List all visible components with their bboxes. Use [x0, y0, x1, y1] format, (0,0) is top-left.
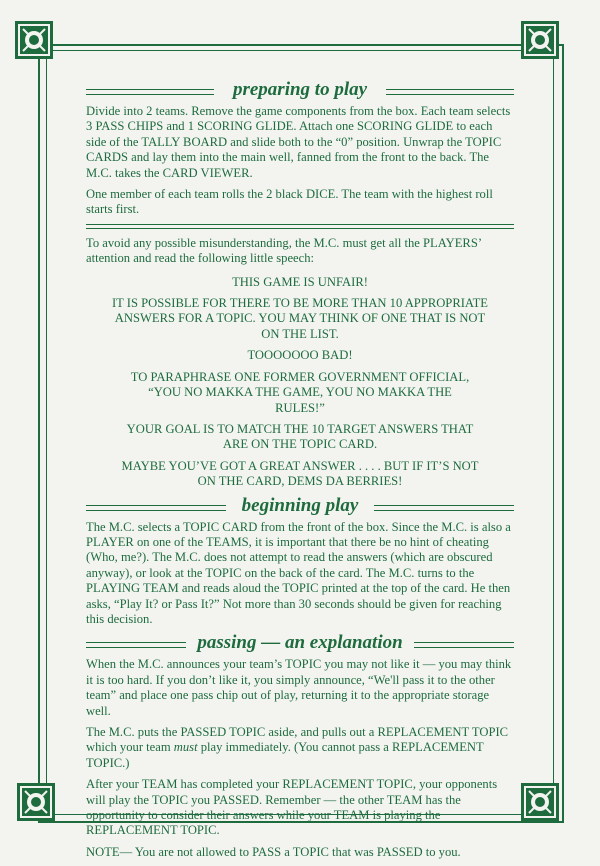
- heading-rule: [386, 89, 514, 95]
- section-divider: [86, 224, 514, 229]
- speech-line: IT IS POSSIBLE FOR THERE TO BE MORE THAN 10 APPROPRIATE ANSWERS FOR A TOPIC. YOU MAY THINK OF ONE THAT IS NOT ON THE LIST.: [111, 296, 488, 341]
- heading-rule: [86, 642, 186, 648]
- paragraph-text: play immediately. (You cannot pass a REPLACEMENT TOPIC.): [86, 740, 484, 770]
- heading-rule: [86, 89, 214, 95]
- paragraph: One member of each team rolls the 2 black DICE. The team with the highest roll starts first.: [86, 187, 493, 217]
- heading-rule: [414, 642, 514, 648]
- section-heading-preparing: [86, 80, 514, 100]
- rules-content: [86, 78, 514, 866]
- speech-line: THIS GAME IS UNFAIR!: [232, 274, 368, 289]
- corner-ornament-bottom-left: [16, 782, 56, 822]
- speech-line: YOUR GOAL IS TO MATCH THE 10 TARGET ANSWERS THAT ARE ON THE TOPIC CARD.: [126, 421, 474, 452]
- speech-intro: To avoid any possible misunderstanding, the M.C. must get all the PLAYERS’ attention and read the following little speech:: [86, 235, 482, 266]
- heading-rule: [86, 505, 226, 511]
- corner-ornament-top-right: [520, 20, 560, 60]
- paragraph: When the M.C. announces your team’s TOPIC you may not like it — you may think it is too hard. If you don’t like it, you simply announce, “We'll pass it to the other team” and place one pass chip out of play, returning it to the appropriate storage well.: [86, 657, 512, 718]
- paragraph: Divide into 2 teams. Remove the game components from the box. Each team selects 3 PASS CHIPS and 1 SCORING GLIDE. Attach one SCORING GLIDE to each side of the TALLY BOARD and slide both to the “0” position. Unwrap the TOPIC CARDS and lay them into the main well, fanned from the front to the back. The M.C. takes the CARD VIEWER.: [86, 104, 511, 180]
- corner-ornament-top-left: [14, 20, 54, 60]
- section-heading-beginning: [86, 496, 514, 516]
- note-paragraph: NOTE— You are not allowed to PASS a TOPIC that was PASSED to you.: [86, 844, 461, 859]
- speech-line: TOOOOOOO BAD!: [247, 348, 353, 363]
- paragraph: [86, 725, 514, 771]
- corner-ornament-bottom-right: [520, 782, 560, 822]
- section-heading-passing: [86, 633, 514, 653]
- paragraph: The M.C. selects a TOPIC CARD from the front of the box. Since the M.C. is also a PLAYER on one of the TEAMS, it is important that there be no hint of cheating (Who, me?). The M.C. does not attempt to read the answers (which are obscured anyway), or look at the TOPIC on the back of the card. The M.C. turns to the PLAYING TEAM and reads aloud the TOPIC printed at the top of the card. He then asks, “Play It? or Pass It?” Not more than 30 seconds should be given for reaching this decision.: [86, 519, 511, 626]
- emphasis-text: must: [173, 740, 198, 755]
- speech-line: MAYBE YOU’VE GOT A GREAT ANSWER . . . . BUT IF IT’S NOT ON THE CARD, DEMS DA BERRIES!: [121, 458, 479, 489]
- heading-rule: [374, 505, 514, 511]
- speech-line: TO PARAPHRASE ONE FORMER GOVERNMENT OFFICIAL, “YOU NO MAKKA THE GAME, YOU NO MAKKA THE RULES!”: [130, 369, 470, 415]
- paragraph: After your TEAM has completed your REPLACEMENT TOPIC, your opponents will play the TOPIC you PASSED. Remember — the other TEAM has the opportunity to consider their answers while your TEAM is playing the REPLACEMENT TOPIC.: [86, 777, 498, 838]
- heading-text: beginning play: [236, 496, 365, 516]
- paragraph-text: The M.C. puts the PASSED TOPIC aside, and pulls out a REPLACEMENT TOPIC which your team: [86, 725, 509, 755]
- heading-text: preparing to play: [227, 80, 373, 100]
- heading-text: passing — an explanation: [191, 633, 408, 653]
